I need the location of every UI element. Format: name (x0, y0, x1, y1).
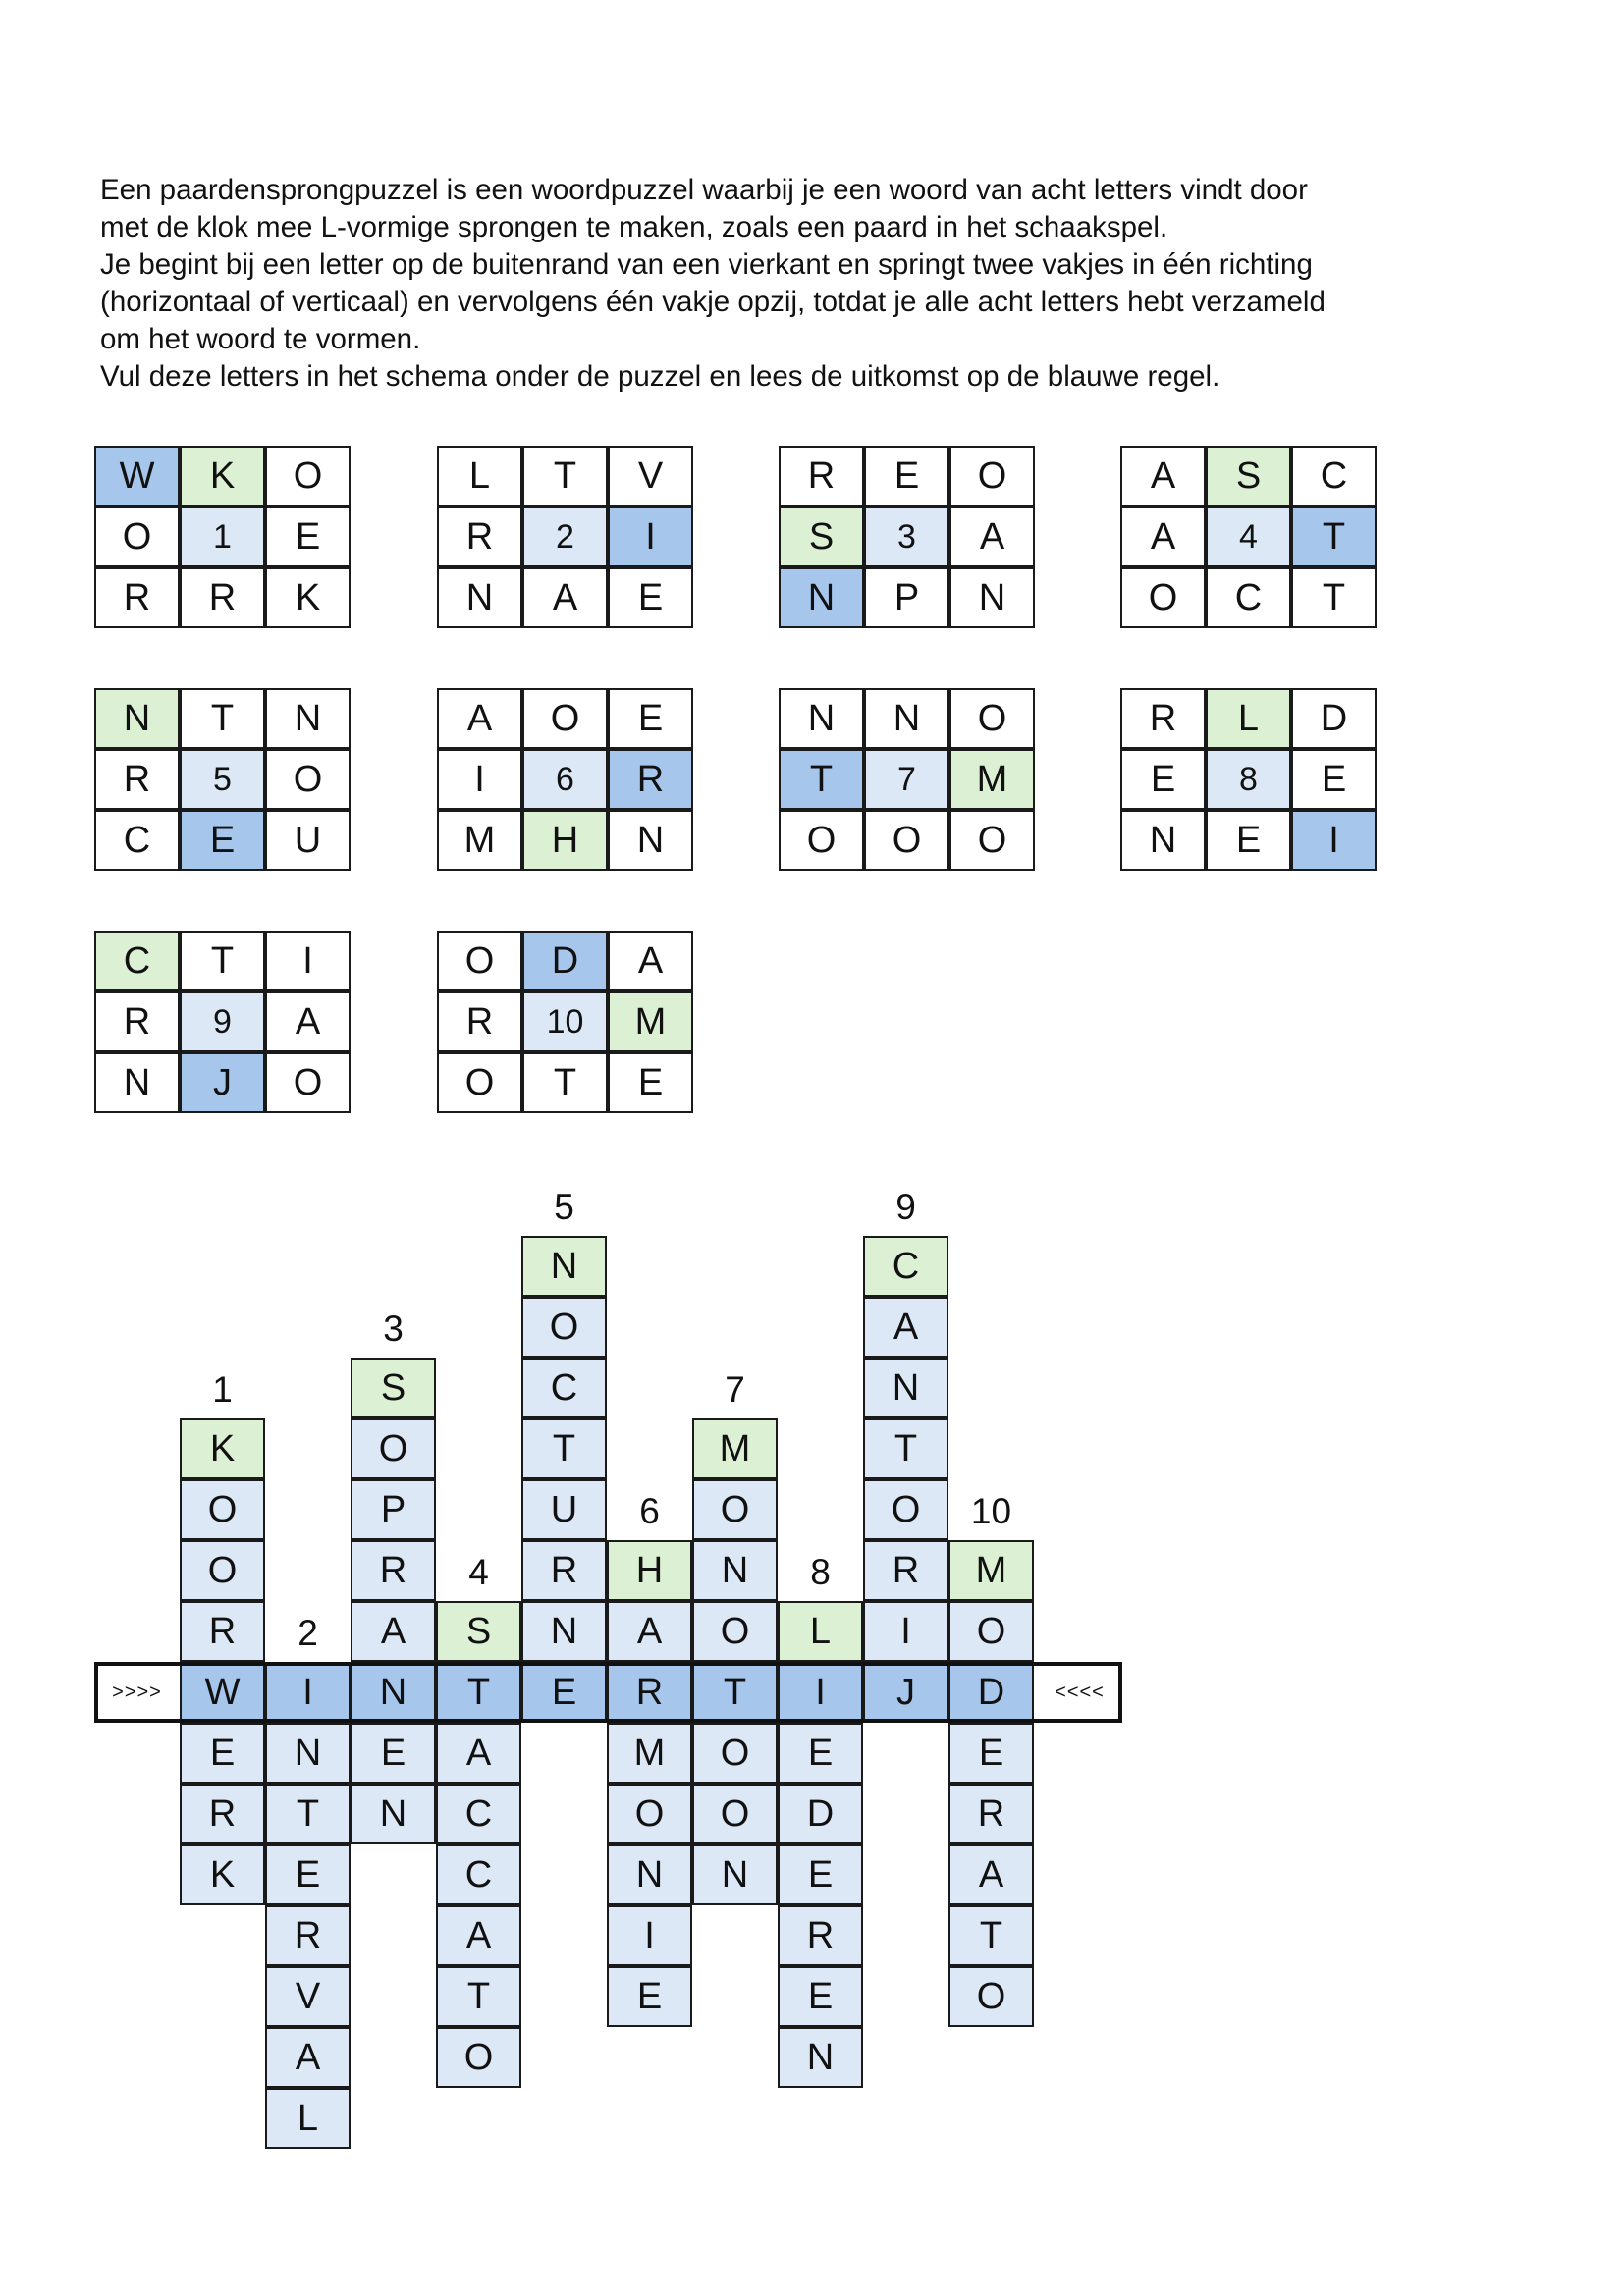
puzzle-letter-cell: N (608, 810, 693, 871)
puzzle-letter-cell: I (265, 931, 351, 991)
word-letter-cell: O (863, 1479, 948, 1540)
word-letter-cell: R (180, 1601, 265, 1662)
word-letter-cell: U (521, 1479, 607, 1540)
solution-letter-cell: D (948, 1662, 1034, 1723)
column-number: 1 (212, 1369, 233, 1410)
puzzle-letter-cell: A (437, 688, 522, 749)
puzzle-letter-cell: E (1206, 810, 1291, 871)
puzzle-letter-cell: O (94, 507, 180, 567)
puzzle-letter-cell: K (265, 567, 351, 628)
puzzle-letter-cell: R (94, 991, 180, 1052)
puzzle-letter-cell: E (1120, 749, 1206, 810)
puzzle-letter-cell: T (180, 688, 265, 749)
puzzle-letter-cell: A (1120, 507, 1206, 567)
puzzle-letter-cell: C (94, 931, 180, 991)
word-letter-cell: O (692, 1784, 778, 1844)
puzzle-letter-cell: L (1206, 688, 1291, 749)
word-letter-cell: E (778, 1723, 863, 1784)
word-letter-cell: N (521, 1236, 607, 1297)
puzzle-letter-cell: A (608, 931, 693, 991)
puzzle-letter-cell: P (864, 567, 949, 628)
puzzle-letter-cell: N (94, 688, 180, 749)
word-letter-cell: E (351, 1723, 436, 1784)
puzzle-letter-cell: T (779, 749, 864, 810)
word-letter-cell: K (180, 1418, 265, 1479)
puzzle-letter-cell: M (949, 749, 1035, 810)
puzzle-letter-cell: A (265, 991, 351, 1052)
word-letter-cell: O (180, 1540, 265, 1601)
puzzle-number-cell (180, 507, 265, 567)
solution-letter-cell: T (692, 1662, 778, 1723)
word-letter-cell: C (863, 1236, 948, 1297)
word-letter-cell: O (948, 1966, 1034, 2027)
word-letter-cell: R (351, 1540, 436, 1601)
puzzle-letter-cell: R (1120, 688, 1206, 749)
word-letter-cell: E (607, 1966, 692, 2027)
puzzle-letter-cell: R (608, 749, 693, 810)
right-arrow-marker: <<<< (1055, 1681, 1105, 1703)
word-letter-cell: T (948, 1905, 1034, 1966)
puzzle-letter-cell: R (437, 991, 522, 1052)
puzzle-letter-cell: E (1291, 749, 1377, 810)
puzzle-letter-cell: O (779, 810, 864, 871)
puzzle-letter-cell: N (1120, 810, 1206, 871)
column-number: 8 (810, 1552, 831, 1592)
puzzle-letter-cell: I (437, 749, 522, 810)
puzzle-letter-cell: I (608, 507, 693, 567)
word-letter-cell: O (692, 1601, 778, 1662)
puzzle-letter-cell: J (180, 1052, 265, 1113)
puzzle-letter-cell: E (180, 810, 265, 871)
puzzle-number-cell (864, 507, 949, 567)
word-letter-cell: I (863, 1601, 948, 1662)
puzzle-letter-cell: A (1120, 446, 1206, 507)
word-letter-cell: N (265, 1723, 351, 1784)
puzzle-letter-cell: O (864, 810, 949, 871)
word-letter-cell: O (948, 1601, 1034, 1662)
puzzle-letter-cell: M (608, 991, 693, 1052)
word-letter-cell: O (436, 2027, 521, 2088)
word-letter-cell: A (351, 1601, 436, 1662)
puzzle-letter-cell: O (1120, 567, 1206, 628)
word-letter-cell: N (351, 1784, 436, 1844)
word-letter-cell: R (948, 1784, 1034, 1844)
word-letter-cell: C (436, 1784, 521, 1844)
puzzle-letter-cell: R (437, 507, 522, 567)
word-letter-cell: N (863, 1358, 948, 1418)
word-letter-cell: A (436, 1723, 521, 1784)
puzzle-letter-cell: E (864, 446, 949, 507)
puzzle-letter-cell: O (437, 1052, 522, 1113)
word-letter-cell: A (948, 1844, 1034, 1905)
puzzle-letter-cell: O (949, 688, 1035, 749)
puzzle-letter-cell: E (608, 1052, 693, 1113)
word-letter-cell: T (265, 1784, 351, 1844)
puzzle-number: 5 (213, 760, 232, 798)
puzzle-letter-cell: R (94, 749, 180, 810)
puzzle-letter-cell: T (1291, 507, 1377, 567)
puzzle-letter-cell: N (864, 688, 949, 749)
word-letter-cell: I (607, 1905, 692, 1966)
puzzle-letter-cell: R (779, 446, 864, 507)
puzzle-number: 3 (897, 517, 916, 556)
word-letter-cell: H (607, 1540, 692, 1601)
puzzle-letter-cell: K (180, 446, 265, 507)
word-letter-cell: O (692, 1723, 778, 1784)
word-letter-cell: R (863, 1540, 948, 1601)
instruction-line: Vul deze letters in het schema onder de puzzel en lees de uitkomst op de blauwe regel. (100, 360, 1220, 393)
word-letter-cell: M (607, 1723, 692, 1784)
word-letter-cell: E (180, 1723, 265, 1784)
puzzle-letter-cell: S (1206, 446, 1291, 507)
word-letter-cell: T (436, 1966, 521, 2027)
puzzle-letter-cell: A (949, 507, 1035, 567)
puzzle-letter-cell: C (1291, 446, 1377, 507)
word-letter-cell: K (180, 1844, 265, 1905)
puzzle-number-cell (522, 991, 608, 1052)
word-letter-cell: O (180, 1479, 265, 1540)
puzzle-number-cell (180, 749, 265, 810)
word-letter-cell: O (607, 1784, 692, 1844)
puzzle-letter-cell: O (437, 931, 522, 991)
puzzle-letter-cell: A (522, 567, 608, 628)
column-number: 6 (639, 1491, 660, 1531)
puzzle-letter-cell: T (180, 931, 265, 991)
puzzle-letter-cell: N (94, 1052, 180, 1113)
word-letter-cell: N (692, 1844, 778, 1905)
puzzle-letter-cell: C (94, 810, 180, 871)
instruction-line: om het woord te vormen. (100, 323, 421, 355)
puzzle-letter-cell: O (265, 749, 351, 810)
puzzle-letter-cell: O (265, 1052, 351, 1113)
puzzle-letter-cell: N (779, 567, 864, 628)
puzzle-letter-cell: D (1291, 688, 1377, 749)
column-number: 10 (970, 1491, 1012, 1531)
word-letter-cell: R (521, 1540, 607, 1601)
puzzle-number: 9 (213, 1002, 232, 1041)
solution-letter-cell: E (521, 1662, 607, 1723)
column-number: 2 (298, 1613, 318, 1653)
puzzle-letter-cell: N (437, 567, 522, 628)
word-letter-cell: N (778, 2027, 863, 2088)
puzzle-number: 6 (556, 760, 574, 798)
puzzle-letter-cell: L (437, 446, 522, 507)
word-letter-cell: D (778, 1784, 863, 1844)
instructions (100, 172, 1494, 396)
puzzle-letter-cell: W (94, 446, 180, 507)
word-letter-cell: M (692, 1418, 778, 1479)
word-letter-cell: E (778, 1844, 863, 1905)
puzzle-number-cell (522, 749, 608, 810)
word-letter-cell: A (863, 1297, 948, 1358)
puzzle-letter-cell: E (265, 507, 351, 567)
word-letter-cell: S (436, 1601, 521, 1662)
column-number: 5 (554, 1187, 574, 1227)
instruction-line: Een paardensprongpuzzel is een woordpuzzel waarbij je een woord van acht letters vindt door (100, 174, 1308, 206)
puzzle-number: 1 (213, 517, 232, 556)
puzzle-letter-cell: C (1206, 567, 1291, 628)
puzzle-letter-cell: O (265, 446, 351, 507)
solution-letter-cell: R (607, 1662, 692, 1723)
word-letter-cell: A (436, 1905, 521, 1966)
puzzle-letter-cell: R (180, 567, 265, 628)
instruction-line: met de klok mee L-vormige sprongen te maken, zoals een paard in het schaakspel. (100, 211, 1168, 243)
solution-letter-cell: J (863, 1662, 948, 1723)
puzzle-number-cell (180, 991, 265, 1052)
solution-letter-cell: I (778, 1662, 863, 1723)
puzzle-letter-cell: T (522, 1052, 608, 1113)
puzzle-number-cell (522, 507, 608, 567)
word-letter-cell: V (265, 1966, 351, 2027)
word-letter-cell: M (948, 1540, 1034, 1601)
word-letter-cell: E (265, 1844, 351, 1905)
puzzle-number: 7 (897, 760, 916, 798)
puzzle-letter-cell: N (779, 688, 864, 749)
puzzle-letter-cell: T (1291, 567, 1377, 628)
word-letter-cell: C (521, 1358, 607, 1418)
word-letter-cell: O (351, 1418, 436, 1479)
puzzle-letter-cell: U (265, 810, 351, 871)
word-letter-cell: S (351, 1358, 436, 1418)
solution-letter-cell: I (265, 1662, 351, 1723)
word-letter-cell: R (180, 1784, 265, 1844)
column-number: 7 (725, 1369, 745, 1410)
puzzle-letter-cell: I (1291, 810, 1377, 871)
word-letter-cell: A (607, 1601, 692, 1662)
puzzle-number: 4 (1239, 517, 1258, 556)
word-letter-cell: O (521, 1297, 607, 1358)
puzzle-letter-cell: N (265, 688, 351, 749)
column-number: 4 (468, 1552, 489, 1592)
puzzle-number: 8 (1239, 760, 1258, 798)
word-letter-cell: L (778, 1601, 863, 1662)
word-letter-cell: E (778, 1966, 863, 2027)
column-number: 3 (383, 1308, 404, 1349)
word-letter-cell: C (436, 1844, 521, 1905)
solution-letter-cell: T (436, 1662, 521, 1723)
puzzle-letter-cell: T (522, 446, 608, 507)
puzzle-number-cell (1206, 507, 1291, 567)
puzzle-number-cell (1206, 749, 1291, 810)
puzzle-letter-cell: E (608, 688, 693, 749)
puzzle-letter-cell: O (949, 810, 1035, 871)
instruction-line: Je begint bij een letter op de buitenrand van een vierkant en springt twee vakjes in één richting (100, 248, 1313, 281)
puzzle-letter-cell: E (608, 567, 693, 628)
word-letter-cell: N (607, 1844, 692, 1905)
puzzle-number-cell (864, 749, 949, 810)
puzzle-letter-cell: V (608, 446, 693, 507)
word-letter-cell: T (521, 1418, 607, 1479)
word-letter-cell: N (692, 1540, 778, 1601)
puzzle-letter-cell: D (522, 931, 608, 991)
word-letter-cell: R (778, 1905, 863, 1966)
instruction-line: (horizontaal of verticaal) en vervolgens één vakje opzij, totdat je alle acht letters hebt verzameld (100, 286, 1326, 318)
puzzle-letter-cell: M (437, 810, 522, 871)
word-letter-cell: E (948, 1723, 1034, 1784)
word-letter-cell: T (863, 1418, 948, 1479)
left-arrow-marker: >>>> (112, 1681, 162, 1703)
puzzle-letter-cell: N (949, 567, 1035, 628)
word-letter-cell: A (265, 2027, 351, 2088)
word-letter-cell: P (351, 1479, 436, 1540)
word-letter-cell: L (265, 2088, 351, 2149)
puzzle-letter-cell: S (779, 507, 864, 567)
column-number: 9 (895, 1187, 916, 1227)
solution-letter-cell: N (351, 1662, 436, 1723)
word-letter-cell: R (265, 1905, 351, 1966)
puzzle-letter-cell: H (522, 810, 608, 871)
puzzle-letter-cell: O (949, 446, 1035, 507)
solution-letter-cell: W (180, 1662, 265, 1723)
word-letter-cell: O (692, 1479, 778, 1540)
puzzle-letter-cell: O (522, 688, 608, 749)
puzzle-letter-cell: R (94, 567, 180, 628)
puzzle-number: 2 (556, 517, 574, 556)
word-letter-cell: N (521, 1601, 607, 1662)
puzzle-number: 10 (546, 1002, 584, 1041)
